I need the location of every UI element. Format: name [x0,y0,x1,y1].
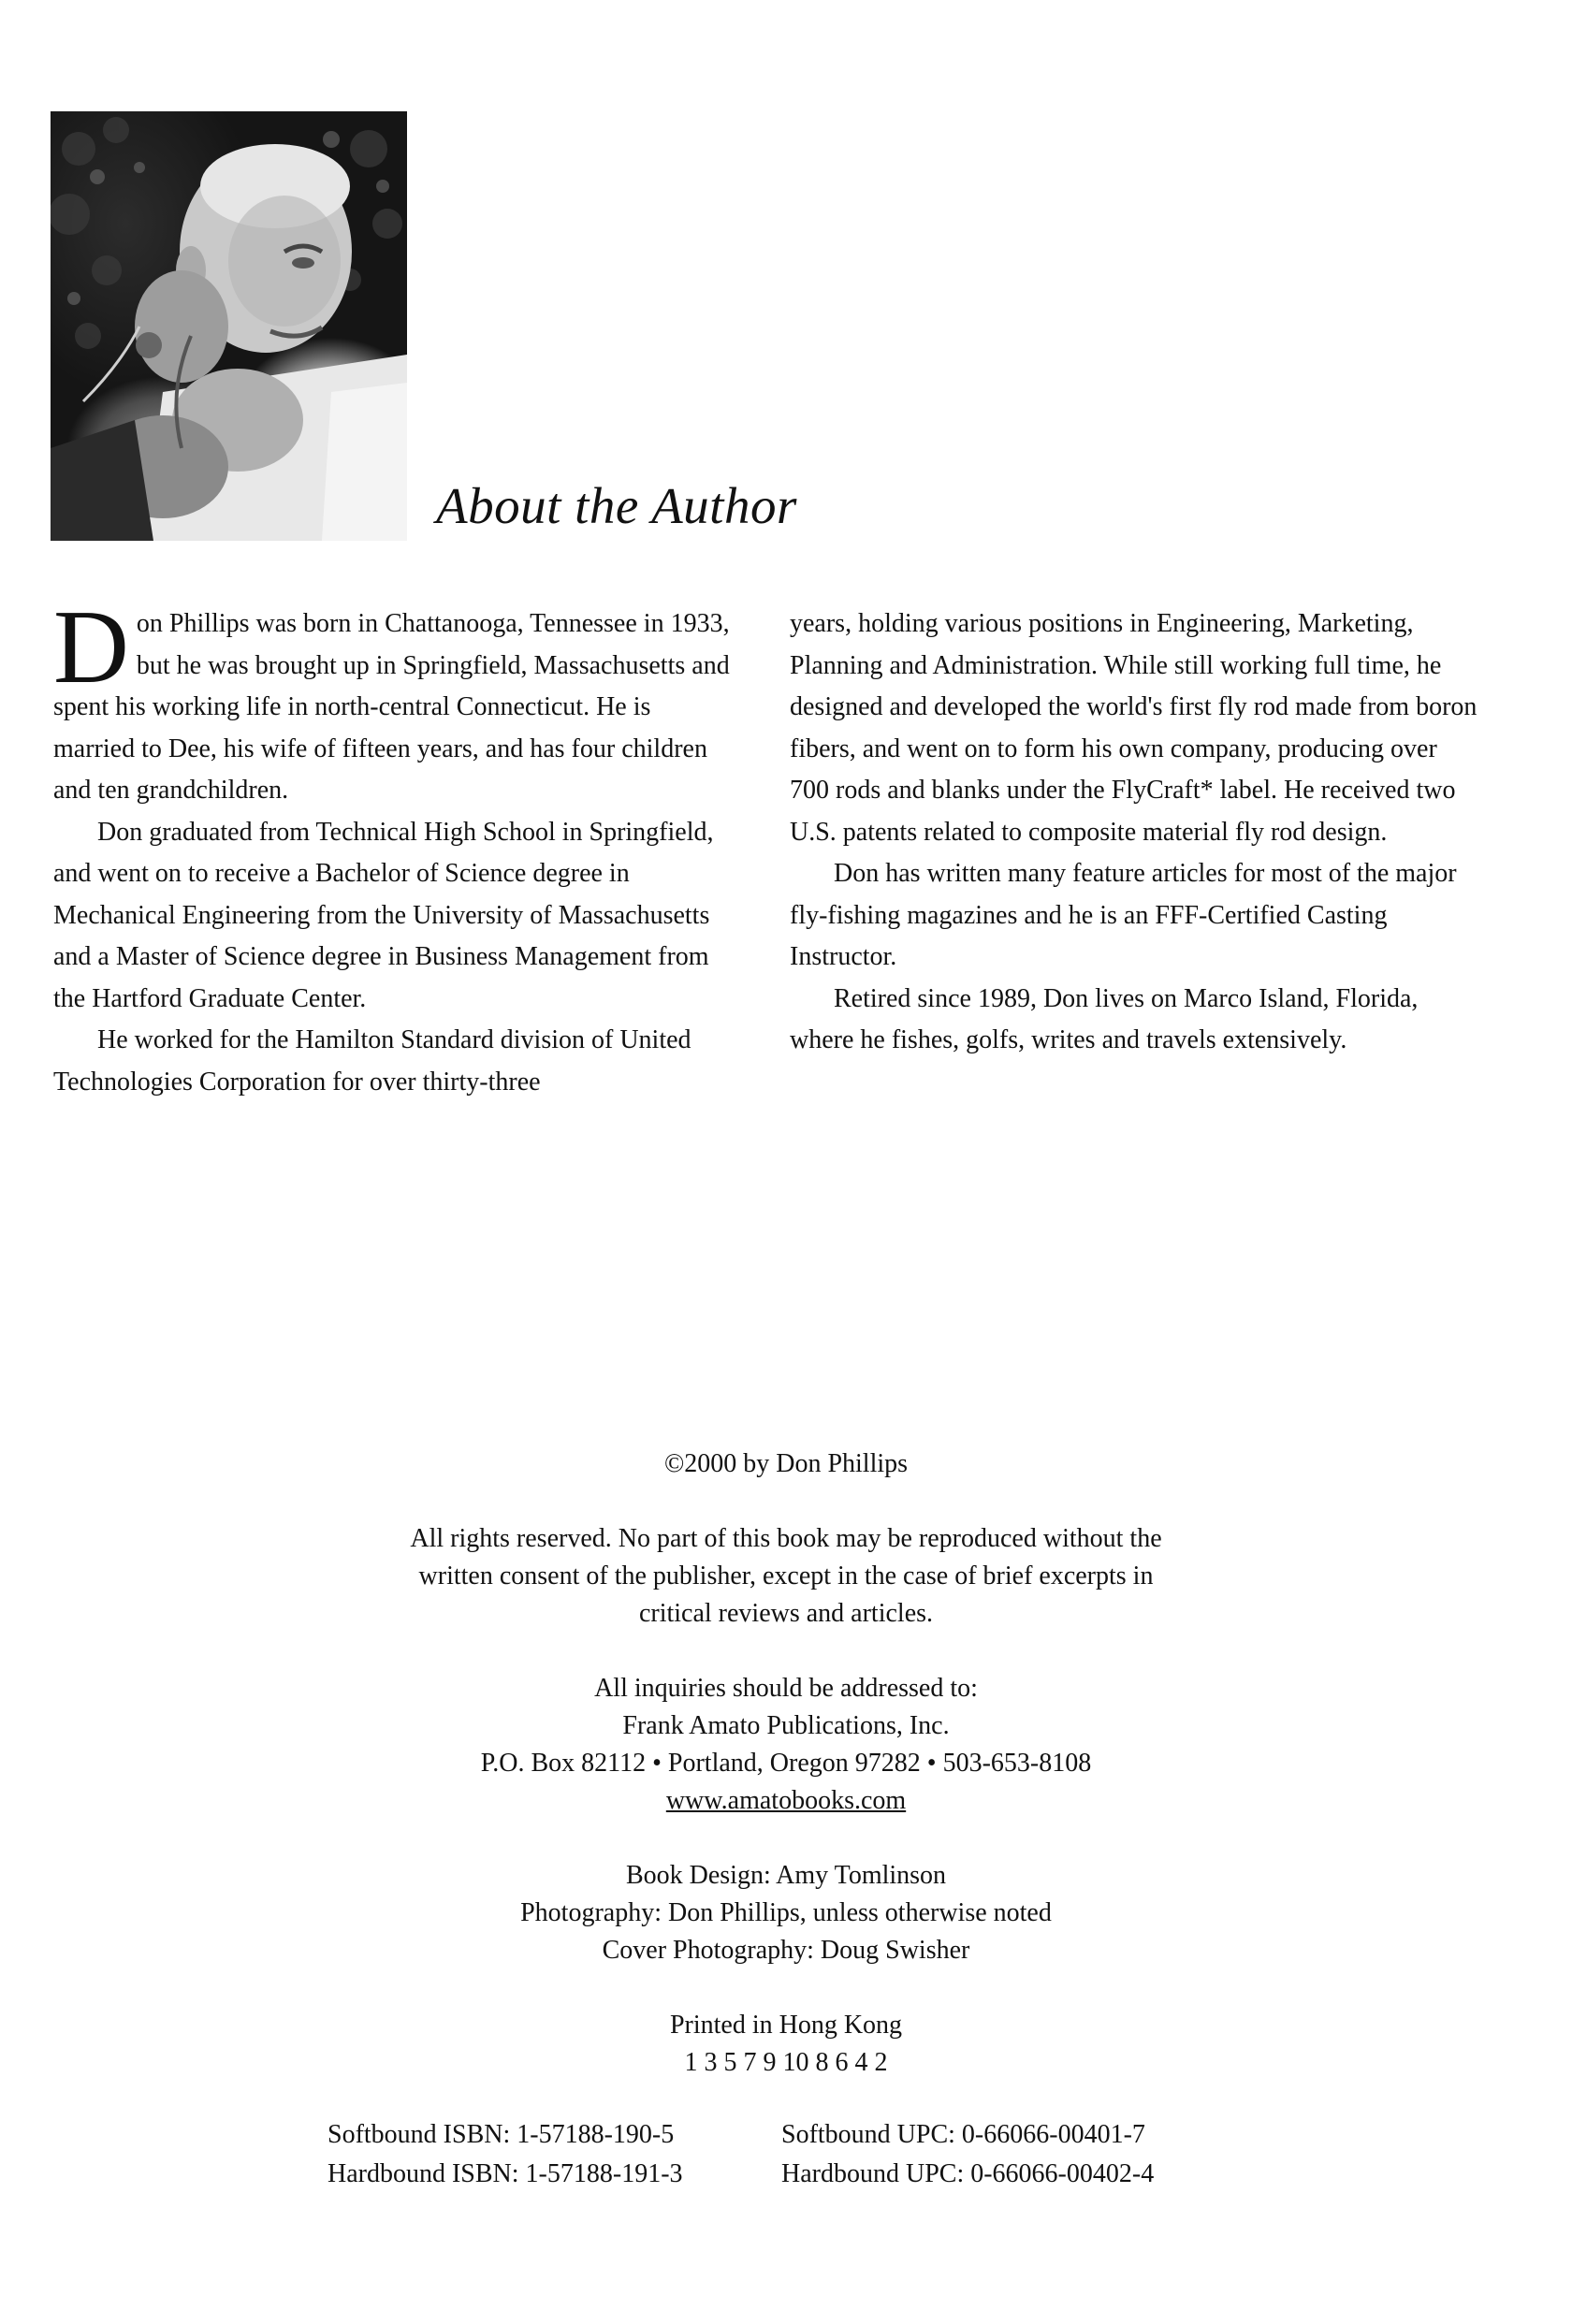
photography-credit: Photography: Don Phillips, unless otherwise noted [520,1898,1052,1927]
credits-block [0,1857,1572,1969]
bio-left-column [53,589,736,1103]
bio-paragraph-2: Don graduated from Technical High School in Springfield, and went on to receive a Bachelor of Science degree in Mechanical Engineering from the University of Massachusetts and a Master of Science degree in Business Management from the Hartford Graduate Center. [53,817,714,1013]
cover-photography-credit: Cover Photography: Doug Swisher [602,1936,970,1965]
book-design-credit: Book Design: Amy Tomlinson [625,1861,947,1890]
publisher-website [0,1782,1572,1820]
rights-statement [0,1520,1572,1633]
printing-block [0,2007,1572,2082]
publisher-address: P.O. Box 82112 • Portland, Oregon 97282 • 503-653-8108 [480,1749,1092,1778]
rights-line-3: critical reviews and articles. [638,1599,934,1628]
softbound-isbn: Softbound ISBN: 1-57188-190-5 [328,2120,675,2149]
bio-paragraph-4: Don has written many feature articles for most of the major fly-fishing magazines and he is an FFF-Certified Casting Instructor. [790,859,1457,971]
inquiries-block [0,1670,1572,1820]
rights-line-1: All rights reserved. No part of this book may be reproduced without the [410,1524,1162,1553]
bio-paragraph-5: Retired since 1989, Don lives on Marco Island, Florida, where he fishes, golfs, writes and travels extensively. [790,983,1419,1054]
printed-in: Printed in Hong Kong [669,2011,903,2040]
hardbound-upc: Hardbound UPC: 0-66066-00402-4 [781,2159,1155,2188]
bio-paragraph-1-text: on Phillips was born in Chattanooga, Tennessee in 1933, but he was brought up in Springfield, Massachusetts and spent his working life in north-central Connecticut. He is married to Dee, his wife of fifteen years, and has four children and ten grandchildren. [53,609,730,805]
isbn-block [328,2115,683,2194]
website-link[interactable]: www.amatobooks.com [665,1786,907,1815]
about-author-heading: About the Author [436,477,797,534]
bio-paragraph-1 [53,589,736,812]
printing-numbers: 1 3 5 7 9 10 8 6 4 2 [684,2048,888,2077]
drop-cap: D [53,589,129,705]
inquiries-intro: All inquiries should be addressed to: [594,1674,978,1703]
author-photo [51,111,407,541]
bio-paragraph-3-continued: years, holding various positions in Engineering, Marketing, Planning and Administration. While still working full time, he designed and developed the world's first fly rod made from boron fibers, and went on to form his own company, producing over 700 rods and blanks under the FlyCraft* label. He received two U.S. patents related to composite material fly rod design. [790,609,1477,847]
author-photo-image [51,111,407,541]
softbound-upc: Softbound UPC: 0-66066-00401-7 [781,2120,1145,2149]
rights-line-2: written consent of the publisher, except in the case of brief excerpts in [418,1561,1154,1590]
hardbound-isbn: Hardbound ISBN: 1-57188-191-3 [328,2159,683,2188]
copyright-notice [0,1445,1572,1483]
publisher-name: Frank Amato Publications, Inc. [622,1711,950,1740]
copyright-line: ©2000 by Don Phillips [663,1449,909,1478]
bio-paragraph-3: He worked for the Hamilton Standard division of United Technologies Corporation for over thirty-three [53,1025,691,1097]
bio-right-column [790,603,1482,1062]
upc-block [781,2115,1154,2194]
